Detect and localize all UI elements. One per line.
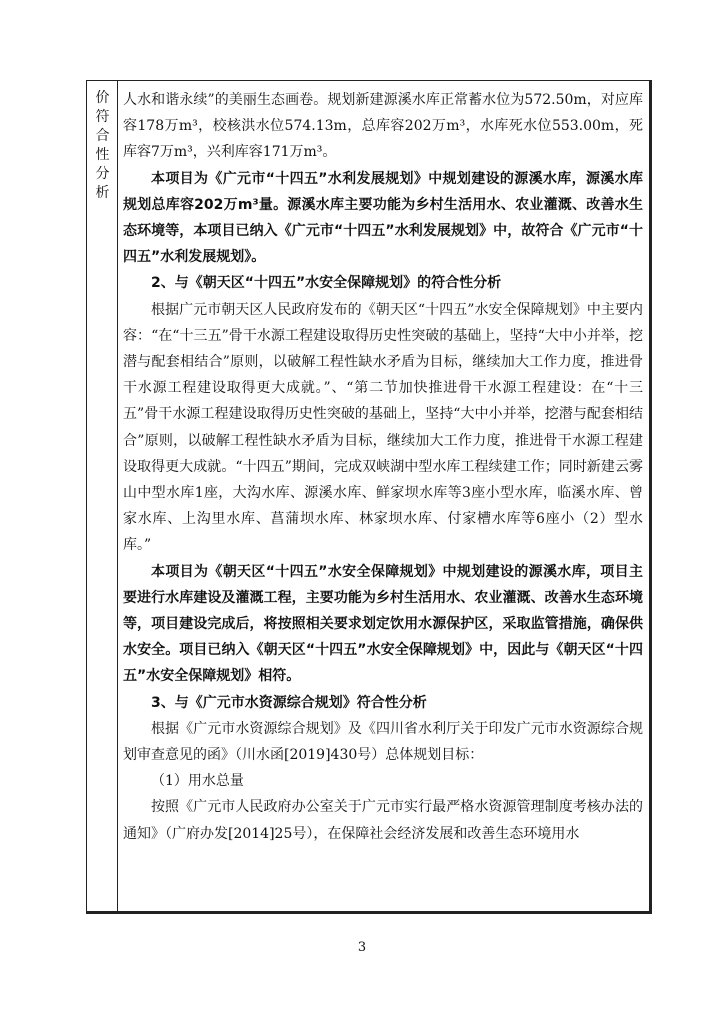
label-column [87,81,118,911]
paragraph-chaotian-plan-content: 根据广元市朝天区人民政府发布的《朝天区“十四五”水安全保障规划》中主要内容：“在“十三五”骨干水源工程建设取得历史性突破的基础上，坚持“大中小并举，挖潜与配套相结合”原则，以破解工程性缺水矛盾为目标，继续加大工作力度，推进骨干水源工程建设取得更大成就。”、“第二节加快推进骨干水源工程建设：在“十三五”骨干水源工程建设取得历史性突破的基础上，坚持“大中小并举，挖潜与配套相结合”原则，以破解工程性缺水矛盾为目标，继续加大工作力度，推进骨干水源工程建设取得更大成就。“十四五”期间，完成双峡湖中型水库工程续建工作；同时新建云雾山中型水库1座，大沟水库、源溪水库、鲜家坝水库等3座小型水库，临溪水库、曾家水库、上沟里水库、菖蒲坝水库、林家坝水库、付家槽水库等6座小（2）型水库。” [123,301,643,554]
section-heading-2: 2、与《朝天区“十四五”水安全保障规划》的符合性分析 [151,275,502,292]
label-char: 价 [95,90,110,106]
document-table [86,80,650,912]
compliance-analysis-label [87,89,118,203]
paragraph-chaotian-compliance: 本项目为《朝天区“十四五”水安全保障规划》中规划建设的源溪水库，项目主要进行水库建设及灌溉工程，主要功能为乡村生活用水、农业灌溉、改善水生态环境等，项目建设完成后，将按照相关要求划定饮用水源保护区，采取监管措施，确保供水安全。项目已纳入《朝天区“十四五”水安全保障规划》中，因此与《朝天区“十四五”水安全保障规划》相符。 [123,563,643,685]
paragraph-reservoir-specs: 人水和谐永续”的美丽生态画卷。规划新建源溪水库正常蓄水位为572.50m，对应库容178万m³，校核洪水位574.13m，总库容202万m³，水库死水位553.00m，死库容7万m³，兴利库容171万m³。 [123,92,643,161]
paragraph-guangyuan-water-plan: 本项目为《广元市“十四五”水利发展规划》中规划建设的源溪水库，源溪水库规划总库容202万m³量。源溪水库主要功能为乡村生活用水、农业灌溉、改善水生态环境等，本项目已纳入《广元市“十四五”水利发展规划》中，故符合《广元市“十四五”水利发展规划》。 [123,170,643,266]
label-char: 性 [95,147,110,163]
label-char: 分 [95,166,110,182]
body-text [123,87,643,847]
paragraph-strict-management: 按照《广元市人民政府办公室关于广元市实行最严格水资源管理制度考核办法的通知》（广府办发[2014]25号），在保障社会经济发展和改善生态环境用水 [123,799,643,842]
label-char: 合 [95,128,110,144]
page-number: 3 [357,940,367,955]
label-char: 析 [95,185,110,201]
subheading-total-water-use: （1）用水总量 [151,773,244,790]
section-heading-3: 3、与《广元市水资源综合规划》符合性分析 [151,694,427,711]
paragraph-water-resources-plan: 根据《广元市水资源综合规划》及《四川省水利厅关于印发广元市水资源综合规划审查意见的函》（川水函[2019]430号）总体规划目标： [123,720,643,764]
label-char: 符 [95,109,110,125]
